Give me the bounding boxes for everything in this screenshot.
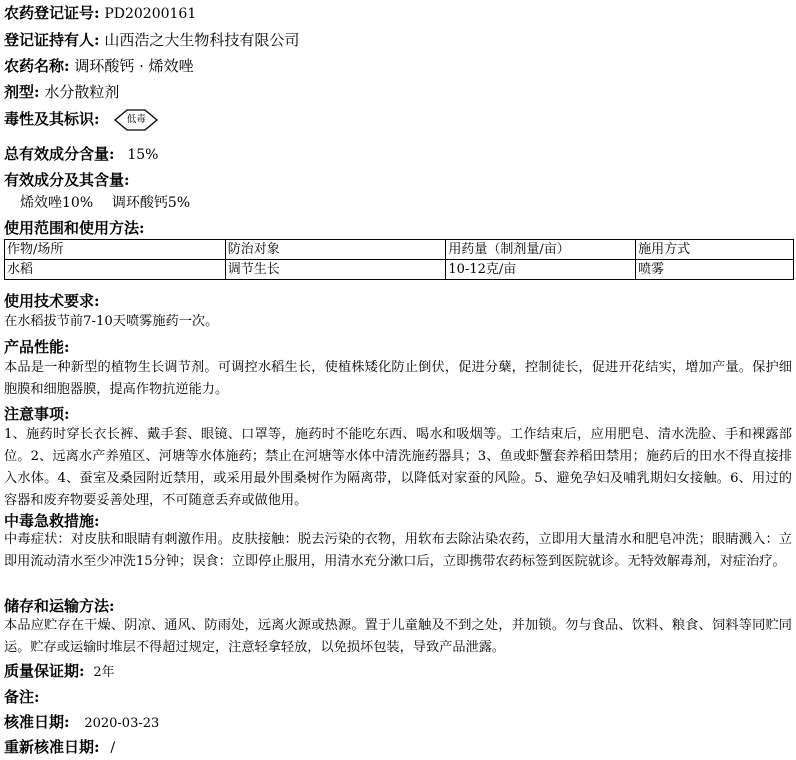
approval-date-value: 2020-03-23 (84, 716, 160, 731)
tech-requirements-heading (4, 291, 100, 311)
table-cell: 喷雾 (636, 260, 794, 280)
table-header-cell: 防治对象 (225, 240, 446, 260)
total-content-row (4, 144, 158, 165)
ingredient-item: 烯效唑10% (20, 195, 94, 211)
tech-requirements-text: 在水稻拔节前7-10天喷雾施药一次。 (4, 314, 219, 329)
warranty-value: 2年 (93, 665, 115, 680)
table-row (5, 260, 794, 280)
remarks-label: 备注: (4, 688, 40, 706)
performance-heading (4, 337, 70, 357)
reapproval-date-label: 重新核准日期: (4, 738, 100, 756)
formulation-value: 水分散粒剂 (44, 83, 120, 101)
holder-label: 登记证持有人: (4, 31, 100, 49)
precautions-heading (4, 404, 70, 424)
table-header-row (5, 240, 794, 260)
table-header-cell: 施用方式 (636, 240, 794, 260)
ingredients-list (20, 192, 190, 213)
total-content-value: 15% (127, 147, 159, 163)
storage-text: 本品应贮存在干燥、阴凉、通风、防雨处，远离火源或热源。置于儿童触及不到之处，并加锁。勿与食品、饮料、粮食、饲料等同贮同运。贮存或运输时堆层不得超过规定，注意轻拿轻放，以免损坏包装，导致产品泄露。 (4, 618, 792, 655)
warranty-row (4, 661, 115, 683)
precautions-text: 1、施药时穿长衣长裤、戴手套、眼镜、口罩等，施药时不能吃东西、喝水和吸烟等。工作结束后，应用肥皂、清水洗脸、手和裸露部位。2、远离水产养殖区、河塘等水体施药；禁止在河塘等水体中清洗施药器具；3、鱼或虾蟹套养稻田禁用；施药后的田水不得直接排入水体。4、蚕室及桑园附近禁用，或采用最外围桑树作为隔离带，以降低对家蚕的风险。5、避免孕妇及哺乳期妇女接触。6、用过的容器和废弃物要妥善处理，不可随意丢弃或做他用。 (4, 427, 792, 508)
ingredients-row (4, 170, 130, 190)
low-toxicity-badge-text: 低毒 (126, 114, 146, 125)
holder-row (4, 30, 299, 50)
table-header-cell: 作物/场所 (5, 240, 226, 260)
low-toxicity-badge (114, 109, 158, 131)
approval-date-label: 核准日期: (4, 713, 70, 731)
tech-requirements-label: 使用技术要求: (4, 292, 100, 310)
pesticide-name-row (4, 56, 194, 76)
formulation-row (4, 82, 119, 102)
precautions-label: 注意事项: (4, 405, 70, 423)
table-header-cell: 用药量（制剂量/亩） (446, 240, 636, 260)
formulation-label: 剂型: (4, 83, 40, 101)
holder-value: 山西浩之大生物科技有限公司 (104, 31, 300, 49)
usage-table (4, 239, 794, 280)
toxicity-label: 毒性及其标识: (4, 110, 100, 128)
registration-number-row (4, 3, 196, 24)
storage-heading (4, 596, 115, 616)
table-cell: 10-12克/亩 (446, 260, 636, 280)
pesticide-name-label: 农药名称: (4, 57, 70, 75)
reapproval-date-row (4, 737, 115, 758)
first-aid-label: 中毒急救措施: (4, 512, 100, 530)
usage-row (4, 218, 145, 238)
registration-number-label: 农药登记证号: (4, 4, 100, 22)
performance-label: 产品性能: (4, 338, 70, 356)
pesticide-name-value: 调环酸钙 · 烯效唑 (74, 57, 194, 75)
storage-label: 储存和运输方法: (4, 597, 115, 615)
warranty-label: 质量保证期: (4, 662, 85, 680)
ingredients-label: 有效成分及其含量: (4, 171, 130, 189)
first-aid-text: 中毒症状：对皮肤和眼睛有刺激作用。皮肤接触：脱去污染的衣物，用软布去除沾染农药，立即用大量清水和肥皂冲洗；眼睛溅入：立即用流动清水至少冲洗15分钟；误食：立即停止服用，用清水充分漱口后，立即携带农药标签到医院就诊。无特效解毒剂，对症治疗。 (4, 532, 792, 569)
performance-text: 本品是一种新型的植物生长调节剂。可调控水稻生长，使植株矮化防止倒伏，促进分蘖，控制徒长，促进开花结实，增加产量。保护细胞膜和细胞器膜，提高作物抗逆能力。 (4, 360, 792, 397)
approval-date-row (4, 712, 159, 734)
usage-label: 使用范围和使用方法: (4, 219, 145, 237)
table-cell: 调节生长 (225, 260, 446, 280)
toxicity-row (4, 108, 158, 131)
reapproval-date-value: / (110, 740, 116, 756)
ingredient-item: 调环酸钙5% (111, 195, 191, 211)
first-aid-heading (4, 511, 100, 531)
total-content-label: 总有效成分含量: (4, 145, 115, 163)
remarks-row (4, 687, 40, 708)
registration-number-value: PD20200161 (104, 6, 197, 22)
table-cell: 水稻 (5, 260, 226, 280)
